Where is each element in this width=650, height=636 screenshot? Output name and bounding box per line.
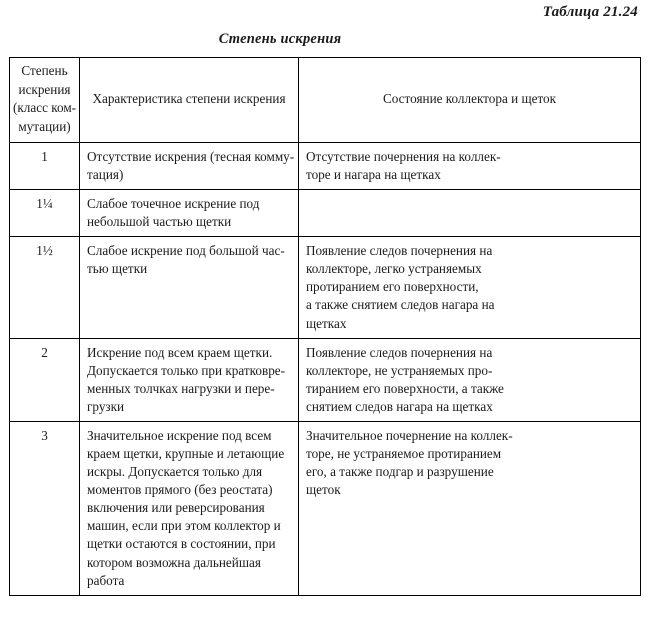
cell-degree <box>10 237 80 338</box>
header-cell-condition <box>299 58 641 143</box>
cell-degree <box>10 190 80 237</box>
condition-line: торе и нагара на щетках <box>306 167 441 183</box>
degree-value: 1 <box>41 148 48 164</box>
header-degree-line: (класс ком- <box>13 100 77 116</box>
cell-degree <box>10 421 80 595</box>
table-row <box>10 237 641 338</box>
cell-condition <box>299 142 641 189</box>
condition-line: коллекторе, легко устраняемых <box>306 261 482 277</box>
header-degree-lines <box>10 58 79 142</box>
condition-text <box>299 143 640 189</box>
table-row <box>10 421 641 595</box>
degree-value: 2 <box>41 344 48 360</box>
degree-value: 1½ <box>36 243 53 259</box>
header-degree-line: Степень <box>21 63 68 78</box>
cell-condition <box>299 338 641 421</box>
cell-condition <box>299 237 641 338</box>
table-body <box>10 58 641 596</box>
condition-line: коллекторе, не устраняемых про- <box>306 362 493 378</box>
characteristic-text <box>80 190 298 236</box>
characteristic-line: работа <box>87 572 125 588</box>
condition-text <box>299 190 640 200</box>
characteristic-line: щетки остаются в состоянии, при <box>87 536 276 552</box>
cell-characteristic <box>80 421 299 595</box>
condition-line: щеток <box>306 482 341 498</box>
characteristic-line: Значительное искрение под всем <box>87 427 272 443</box>
characteristic-line: Слабое искрение под большой час- <box>87 243 285 259</box>
characteristic-line: Искрение под всем краем щетки. <box>87 344 273 360</box>
table-number-label: Таблица 21.24 <box>542 4 638 20</box>
degree-value: 1¼ <box>36 196 53 212</box>
table-row <box>10 190 641 237</box>
condition-line: тиранием его поверхности, а также <box>306 380 504 396</box>
condition-line: Значительное почернение на коллек- <box>306 427 513 443</box>
cell-condition <box>299 421 641 595</box>
condition-line: торе, не устраняемое протиранием <box>306 446 502 462</box>
characteristic-line: тью щетки <box>87 261 148 277</box>
condition-line: снятием следов нагара на щетках <box>306 398 493 414</box>
header-characteristic-label: Характеристика степени искрения <box>92 91 286 107</box>
condition-line: щетках <box>306 315 347 331</box>
sparking-degree-table <box>9 57 641 596</box>
condition-line: Отсутствие почернения на коллек- <box>306 148 501 164</box>
table-header-row <box>10 58 641 143</box>
header-cell-characteristic <box>80 58 299 143</box>
condition-line: Появление следов почернения на <box>306 243 493 259</box>
characteristic-line: Допускается только при кратковре- <box>87 362 286 378</box>
characteristic-line: моментов прямого (без реостата) <box>87 482 273 498</box>
header-cell-degree <box>10 58 80 143</box>
characteristic-line: менных толчках нагрузки и пере- <box>87 380 275 396</box>
cell-characteristic <box>80 142 299 189</box>
header-condition-label: Состояние коллектора и щеток <box>382 91 557 107</box>
condition-text <box>299 339 640 421</box>
header-degree-line: искрения <box>18 81 71 97</box>
characteristic-line: грузки <box>87 398 125 414</box>
cell-condition <box>299 190 641 237</box>
header-degree-line: мутации) <box>18 119 71 135</box>
table-row <box>10 338 641 421</box>
cell-characteristic <box>80 338 299 421</box>
condition-text <box>299 422 640 504</box>
condition-text <box>299 237 640 337</box>
condition-line: его, а также подгар и разрушение <box>306 464 494 480</box>
condition-line: Появление следов почернения на <box>306 344 493 360</box>
condition-line: протиранием его поверхности, <box>306 279 479 295</box>
characteristic-line: тация) <box>87 167 124 183</box>
characteristic-line: машин, если при этом коллектор и <box>87 518 281 534</box>
characteristic-text <box>80 143 298 189</box>
degree-value: 3 <box>41 427 48 443</box>
characteristic-line: включения или реверсирования <box>87 500 265 516</box>
characteristic-text <box>80 237 298 283</box>
condition-line: а также снятием следов нагара на <box>306 297 495 313</box>
characteristic-line: Слабое точечное искрение под <box>87 196 260 212</box>
characteristic-text <box>80 422 298 595</box>
cell-characteristic <box>80 237 299 338</box>
cell-degree <box>10 142 80 189</box>
table-title: Степень искрения <box>218 31 342 47</box>
cell-degree <box>10 338 80 421</box>
table-row <box>10 142 641 189</box>
characteristic-line: искры. Допускается только для <box>87 464 263 480</box>
characteristic-line: небольшой частью щетки <box>87 214 232 230</box>
characteristic-text <box>80 339 298 421</box>
characteristic-line: котором возможна дальнейшая <box>87 554 261 570</box>
cell-characteristic <box>80 190 299 237</box>
characteristic-line: краем щетки, крупные и летающие <box>87 446 285 462</box>
characteristic-line: Отсутствие искрения (тесная комму- <box>87 148 295 164</box>
